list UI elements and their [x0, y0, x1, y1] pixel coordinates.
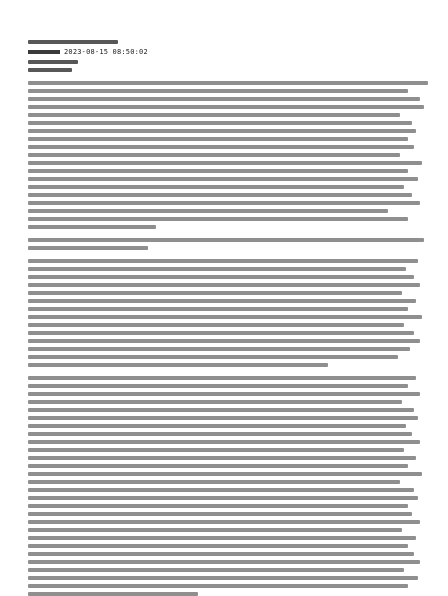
text-line: [28, 496, 418, 500]
text-line: [28, 97, 420, 101]
text-line: [28, 504, 408, 508]
text-line: [28, 528, 402, 532]
text-line: [28, 392, 420, 396]
text-line: [28, 81, 428, 85]
text-line: [28, 568, 404, 572]
text-line: [28, 259, 418, 263]
text-line: [28, 238, 424, 242]
text-line: [28, 416, 418, 420]
text-line: [28, 472, 422, 476]
text-line: [28, 488, 414, 492]
text-line: [28, 331, 414, 335]
text-line: [28, 299, 416, 303]
text-line: [28, 544, 408, 548]
timestamp-row: [28, 48, 428, 56]
text-line: [28, 193, 412, 197]
text-line: [28, 560, 420, 564]
text-line: [28, 355, 398, 359]
text-line: [28, 339, 420, 343]
text-line: [28, 89, 408, 93]
text-line: [28, 177, 418, 181]
text-line: [28, 267, 406, 271]
text-line: [28, 113, 400, 117]
text-line: [28, 592, 198, 596]
text-line: [28, 512, 412, 516]
text-line: [28, 275, 414, 279]
text-line: [28, 209, 388, 213]
text-line: [28, 480, 400, 484]
text-line: [28, 246, 148, 250]
text-line: [28, 520, 420, 524]
text-line: [28, 584, 408, 588]
text-line: [28, 464, 408, 468]
text-line: [28, 217, 408, 221]
text-line: [28, 552, 414, 556]
text-line: [28, 121, 412, 125]
text-line: [28, 440, 420, 444]
text-line: [28, 448, 404, 452]
text-line: [28, 169, 408, 173]
text-line: [28, 432, 412, 436]
header-line: [28, 68, 72, 72]
header-line: [28, 40, 118, 44]
text-line: [28, 376, 416, 380]
text-line: [28, 105, 424, 109]
text-line: [28, 424, 406, 428]
text-line: [28, 315, 422, 319]
text-line: [28, 185, 404, 189]
text-line: [28, 536, 416, 540]
text-line: [28, 323, 404, 327]
header-line: [28, 50, 60, 54]
text-line: [28, 347, 410, 351]
text-line: [28, 145, 414, 149]
text-line: [28, 201, 420, 205]
text-line: [28, 456, 416, 460]
header-line: [28, 60, 78, 64]
text-line: [28, 307, 408, 311]
text-line: [28, 363, 328, 367]
text-line: [28, 153, 400, 157]
text-line: [28, 291, 402, 295]
timestamp: 2023-08-15 08:50:02: [64, 48, 148, 56]
text-line: [28, 400, 402, 404]
text-line: [28, 283, 420, 287]
text-line: [28, 225, 156, 229]
text-line: [28, 137, 408, 141]
text-line: [28, 384, 408, 388]
text-line: [28, 161, 422, 165]
text-line: [28, 408, 414, 412]
text-line: [28, 129, 416, 133]
text-line: [28, 576, 418, 580]
